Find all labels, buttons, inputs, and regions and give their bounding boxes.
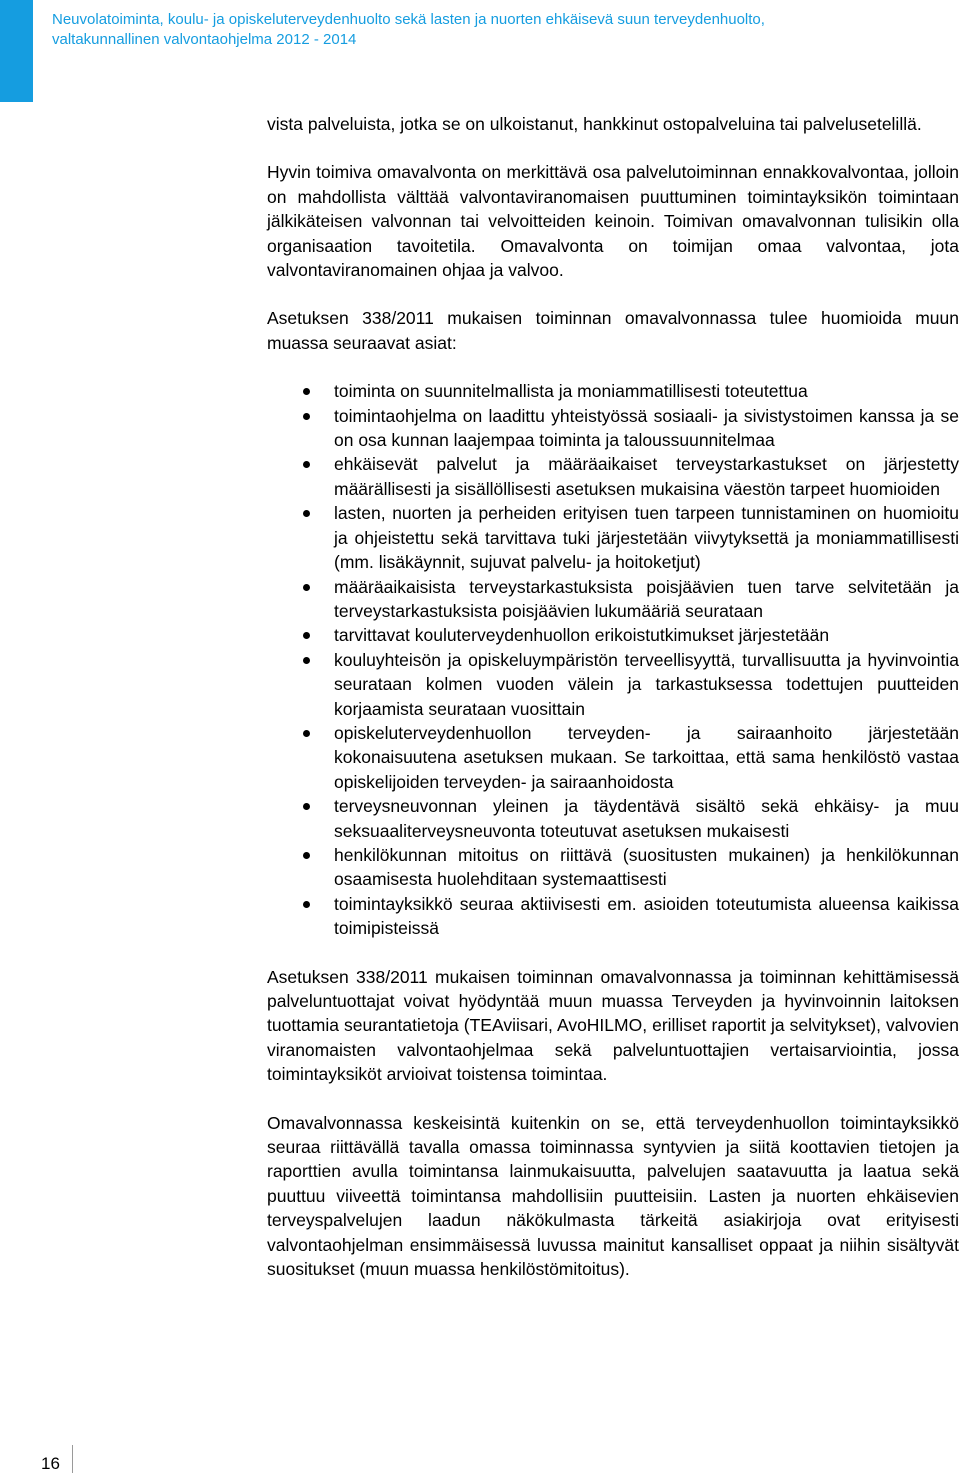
list-item — [267, 794, 959, 843]
bullet-icon — [303, 461, 310, 468]
list-item — [267, 843, 959, 892]
bullet-icon — [303, 388, 310, 395]
list-item-text: opiskeluterveydenhuollon terveyden- ja sairaanhoito järjestetään kokonaisuutena asetuksen mukaan. Se tarkoittaa, että sama henkilöstö vastaa opiskelijoiden terveyden- ja sairaanhoidosta — [334, 722, 959, 792]
list-item — [267, 721, 959, 794]
bullet-icon — [303, 413, 310, 420]
list-item-text: toimintayksikkö seuraa aktiivisesti em. asioiden toteutumista alueensa kaikissa toimipisteissä — [334, 893, 959, 939]
list-item — [267, 452, 959, 501]
running-header — [52, 10, 932, 50]
list-item-text: ehkäisevät palvelut ja määräaikaiset terveystarkastukset on järjestetty määrällisesti ja sisällöllisesti asetuksen mukaisina väestön tarpeet huomioiden — [334, 454, 959, 499]
paragraph-gap — [267, 136, 959, 160]
list-item-text: kouluyhteisön ja opiskeluympäristön terveellisyyttä, turvallisuutta ja hyvinvointia seurataan kolmen vuoden välein ja tarkastuksessa todettujen puutteiden korjaamista seurataan vuosittain — [334, 649, 959, 719]
paragraph-development: Asetuksen 338/2011 mukaisen toiminnan omavalvonnassa ja toiminnan kehittämisessä palveluntuottajat voivat hyödyntää muun muassa Terveyden ja hyvinvoinnin laitoksen tuottamia seurantatietoja (TEAviisari, AvoHILMO, erilliset raportit ja selvitykset), valvovien viranomaisten valvontaohjelmaa sekä palveluntuottajien vertaisarviointia, jossa toimintayksiköt arvioivat toistensa toimintaa. — [267, 966, 959, 1085]
list-item-text: toiminta on suunnitelmallista ja moniammatillisesti toteutettua — [334, 381, 808, 402]
list-item — [267, 404, 959, 453]
list-item-text: määräaikaisista terveystarkastuksista poisjäävien tuen tarve selvitetään ja terveystarkastuksista poisjäävien lukumääriä seurataan — [334, 576, 959, 621]
list-item-text: lasten, nuorten ja perheiden erityisen tuen tarpeen tunnistaminen on huomioitu ja ohjeistettu sekä tarvittava tuki järjestetään viivytyksettä ja moniammatillisesti (mm. lisäkäynnit, sujuvat palvelu- ja hoitoketjut) — [334, 503, 959, 573]
paragraph-gap — [267, 355, 959, 379]
header-line-1: Neuvolatoiminta, koulu- ja opiskeluterveydenhuolto sekä lasten ja nuorten ehkäisevä suun terveydenhuolto, — [52, 11, 765, 28]
brand-color-bar — [0, 0, 33, 102]
list-item-text: toimintaohjelma on laadittu yhteistyössä sosiaali- ja sivistystoimen kanssa ja se on osa kunnan laajempaa toiminta ja taloussuunnitelmaa — [334, 405, 959, 451]
paragraph-gap — [267, 941, 959, 965]
bullet-icon — [303, 657, 310, 664]
paragraph-gap — [267, 282, 959, 306]
list-item — [267, 623, 959, 647]
bullet-icon — [303, 730, 310, 737]
page-number: 16 — [41, 1454, 60, 1473]
bullet-icon — [303, 803, 310, 810]
list-item — [267, 892, 959, 941]
paragraph-decree-intro: Asetuksen 338/2011 mukaisen toiminnan omavalvonnassa tulee huomioida muun muassa seuraavat asiat: — [267, 308, 959, 353]
bullet-icon — [303, 632, 310, 639]
list-item — [267, 648, 959, 721]
list-item — [267, 379, 959, 403]
list-item-text: henkilökunnan mitoitus on riittävä (suositusten mukainen) ja henkilökunnan osaamisesta huolehditaan systemaattisesti — [334, 844, 959, 890]
bullet-icon — [303, 510, 310, 517]
paragraph-continuation: vista palveluista, jotka se on ulkoistanut, hankkinut ostopalveluina tai palvelusetelillä. — [267, 114, 922, 134]
requirements-list — [267, 379, 959, 940]
paragraph-self-monitoring: Hyvin toimiva omavalvonta on merkittävä osa palvelutoiminnan ennakkovalvontaa, jolloin on mahdollista välttää valvontaviranomaisen puuttuminen toimintayksikön toimintaan jälkikäteisen valvonnan tai velvoitteiden keinoin. Toimivan omavalvonnan tulisikin olla organisaation tavoitetila. Omavalvonta on toimijan omaa valvontaa, jota valvontaviranomainen ohjaa ja valvoo. — [267, 162, 959, 281]
list-item-text: tarvittavat kouluterveydenhuollon erikoistutkimukset järjestetään — [334, 625, 830, 646]
list-item-text: terveysneuvonnan yleinen ja täydentävä sisältö sekä ehkäisy- ja muu seksuaaliterveysneuvonta toteutuvat asetuksen mukaisesti — [334, 796, 959, 841]
list-item — [267, 501, 959, 574]
bullet-icon — [303, 852, 310, 859]
bullet-icon — [303, 901, 310, 908]
margin-rule — [72, 1445, 73, 1473]
list-item — [267, 575, 959, 624]
bullet-icon — [303, 584, 310, 591]
header-line-2: valtakunnallinen valvontaohjelma 2012 - 2014 — [52, 31, 357, 48]
paragraph-gap — [267, 1087, 959, 1111]
paragraph-key-point: Omavalvonnassa keskeisintä kuitenkin on se, että terveydenhuollon toimintayksikkö seuraa riittävällä tavalla omassa toiminnassa syntyvien ja siitä koottavien tietojen ja raporttien avulla toimintansa lainmukaisuutta, palvelujen saatavuutta ja laatua sekä puuttuu viiveettä toimintansa mahdollisiin puutteisiin. Lasten ja nuorten ehkäisevien terveyspalvelujen laadun näkökulmasta tärkeitä asiakirjoja ovat erityisesti valvontaohjelman ensimmäisessä luvussa mainitut kansalliset oppaat ja niihin sisältyvät suositukset (muun muassa henkilöstömitoitus). — [267, 1112, 959, 1280]
page-body — [267, 112, 959, 1281]
